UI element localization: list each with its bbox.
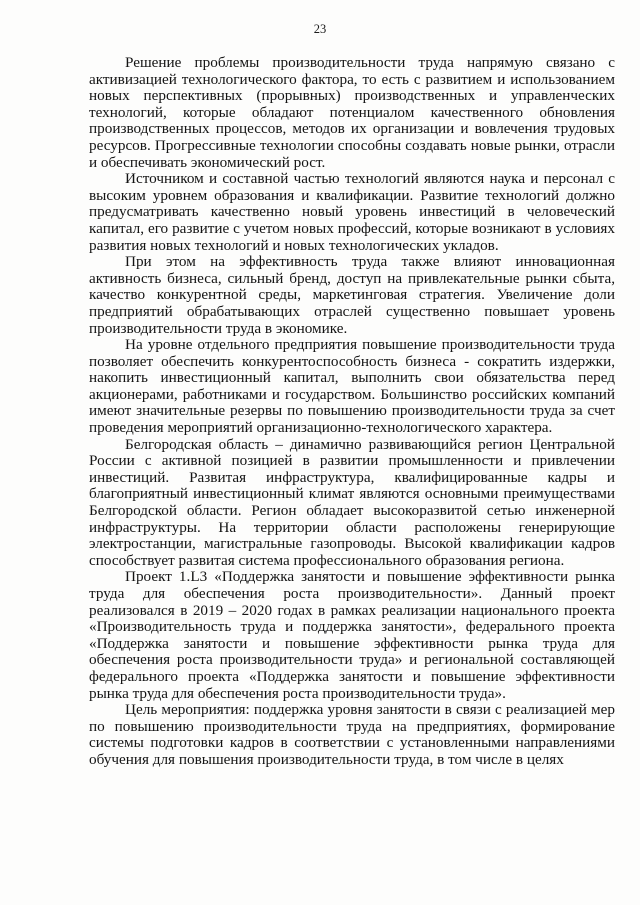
paragraph-belgorod-region: Белгородская область – динамично развивающийся регион Центральной России с активной позицией в развитии промышленности и привлечении инвестиций. Развитая инфраструктура, квалифицированные кадры и благоприятный инвестиционный климат являются основными преимуществами Белгородской области. Регион обладает высокоразвитой сетью инженерной инфраструктуры. На территории области расположены генерирующие электростанции, магистральные газопроводы. Высокой квалификации кадров способствует развитая система профессионального образования региона. (89, 435, 615, 569)
paragraph-innovation-activity: При этом на эффективность труда также влияют инновационная активность бизнеса, сильный бренд, доступ на привлекательные рынки сбыта, качество конкурентной среды, маркетинговая стратегия. Увеличение доли предприятий обрабатывающих отраслей существенно повышает уровень производительности труда в экономике. (89, 253, 615, 337)
page-number: 23 (313, 22, 327, 36)
paragraph-measure-goal: Цель мероприятия: поддержка уровня занятости в связи с реализацией мер по повышению производительности труда на предприятиях, формирование системы подготовки кадров в соответствии с установленными направлениями обучения для повышения производительности труда, в том числе в целях (89, 701, 615, 768)
paragraph-project-1l3: Проект 1.L3 «Поддержка занятости и повышение эффективности рынка труда для обеспечения роста производительности». Данный проект реализовался в 2019 – 2020 годах в рамках реализации национального проекта «Производительность труда и поддержка занятости», федерального проекта «Поддержка занятости и повышение эффективности рынка труда для обеспечения роста производительности труда» и региональной составляющей федерального проекта «Поддержка занятости и повышение эффективности рынка труда для обеспечения роста производительности труда». (89, 568, 615, 702)
paragraph-enterprise-level: На уровне отдельного предприятия повышение производительности труда позволяет обеспечить конкурентоспособность бизнеса - сократить издержки, накопить инвестиционный капитал, выполнить свои обязательства перед акционерами, работниками и государством. Большинство российских компаний имеют значительные резервы по повышению производительности труда за счет проведения мероприятий организационно-технологического характера. (89, 336, 615, 437)
paragraph-productivity-technology: Решение проблемы производительности труда напрямую связано с активизацией технологического фактора, то есть с развитием и использованием новых перспективных (прорывных) производственных и управленческих технологий, которые обладают потенциалом качественного обновления производственных процессов, методов их организации и вовлечения трудовых ресурсов. Прогрессивные технологии способны создавать новые рынки, отрасли и обеспечивать экономический рост. (89, 54, 615, 171)
paragraph-science-personnel: Источником и составной частью технологий являются наука и персонал с высоким уровнем образования и квалификации. Развитие технологий должно предусматривать качественно новый уровень инвестиций в человеческий капитал, его развитие с учетом новых профессий, которые возникают в условиях развития новых технологий и новых технологических укладов. (89, 170, 615, 254)
document-body (89, 55, 615, 769)
